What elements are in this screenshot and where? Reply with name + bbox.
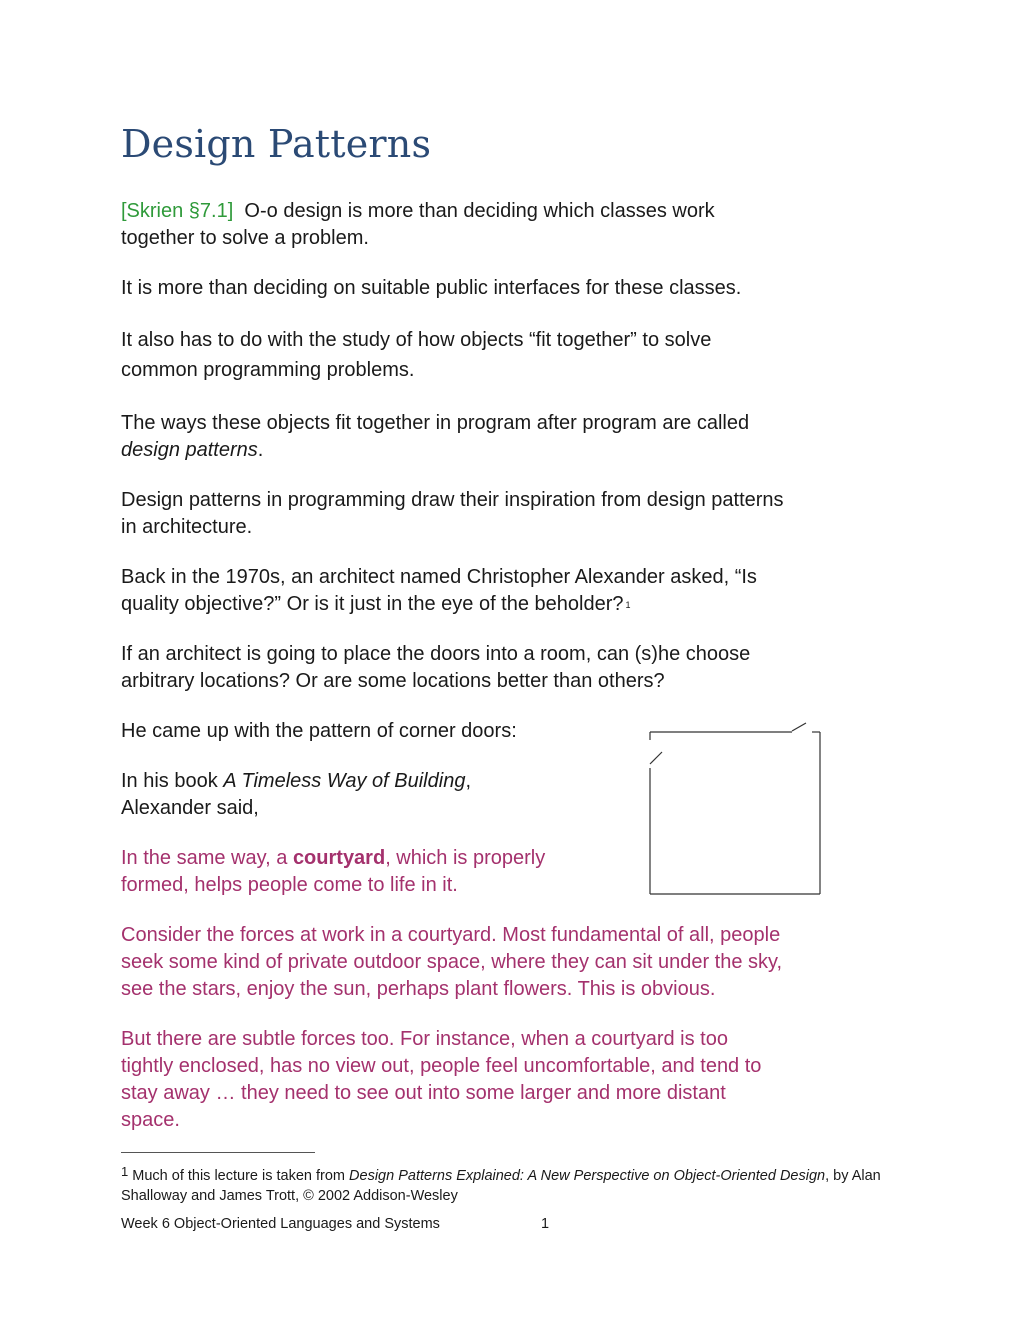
- footer-page-number: 1: [541, 1216, 550, 1232]
- book-title: A Timeless Way of Building: [223, 770, 466, 792]
- paragraph-called-design-patterns: [121, 410, 749, 464]
- footnote: [121, 1162, 901, 1206]
- paragraph-fit-together: [121, 325, 711, 385]
- intro-text-b: together to solve a problem.: [121, 227, 369, 249]
- book-intro-before: In his book: [121, 770, 224, 792]
- subtle-line3: stay away … they need to see out into some larger and more distant: [121, 1082, 726, 1104]
- book-intro-line2: Alexander said,: [121, 797, 259, 819]
- paragraph-interfaces: It is more than deciding on suitable public interfaces for these classes.: [121, 277, 742, 299]
- called-line1: The ways these objects fit together in program after program are called: [121, 412, 750, 434]
- fit-together-line1: It also has to do with the study of how objects “fit together” to solve: [121, 329, 712, 351]
- footnote-number: 1: [121, 1164, 129, 1179]
- footnote-reference[interactable]: 1: [625, 600, 631, 610]
- paragraph-corner-doors: He came up with the pattern of corner doors:: [121, 720, 517, 742]
- question-line2: quality objective?” Or is it just in the eye of the beholder?: [121, 593, 624, 615]
- subtle-line4: space.: [121, 1109, 180, 1131]
- forces-line1: Consider the forces at work in a courtyard. Most fundamental of all, people: [121, 924, 781, 946]
- quote-courtyard: [121, 845, 545, 899]
- footnote-text-a: Much of this lecture is taken from: [128, 1168, 350, 1184]
- forces-line3: see the stars, enjoy the sun, perhaps plant flowers. This is obvious.: [121, 978, 716, 1000]
- fit-together-line2: common programming problems.: [121, 359, 415, 381]
- intro-paragraph: [121, 198, 715, 252]
- paragraph-architecture: [121, 487, 784, 541]
- architecture-line1: Design patterns in programming draw their inspiration from design patterns: [121, 489, 784, 511]
- quote-forces: [121, 922, 782, 1003]
- citation: [Skrien §7.1]: [121, 200, 234, 222]
- footer-course: Week 6 Object-Oriented Languages and Systems: [121, 1216, 440, 1232]
- top-door-swing: [792, 723, 806, 731]
- design-patterns-term: design patterns: [121, 439, 258, 461]
- corner-doors-diagram: [640, 714, 840, 904]
- paragraph-doors: [121, 641, 750, 695]
- courtyard-line2: formed, helps people come to life in it.: [121, 874, 458, 896]
- subtle-line1: But there are subtle forces too. For instance, when a courtyard is too: [121, 1028, 728, 1050]
- book-intro-after: ,: [465, 770, 471, 792]
- forces-line2: seek some kind of private outdoor space, where they can sit under the sky,: [121, 951, 783, 973]
- architecture-line2: in architecture.: [121, 516, 253, 538]
- quote-subtle-forces: [121, 1026, 761, 1134]
- subtle-line2: tightly enclosed, has no view out, people feel uncomfortable, and tend to: [121, 1055, 762, 1077]
- courtyard-term: courtyard: [292, 847, 386, 869]
- left-door-swing: [650, 752, 662, 764]
- footnote-book: Design Patterns Explained: A New Perspective on Object-Oriented Design: [349, 1168, 826, 1184]
- footnote-text-b: , by Alan Shalloway and James Trott, © 2002 Addison-Wesley: [121, 1168, 881, 1204]
- doors-line1: If an architect is going to place the doors into a room, can (s)he choose: [121, 643, 751, 665]
- doors-line2: arbitrary locations? Or are some locations better than others?: [121, 670, 665, 692]
- courtyard-before: In the same way, a: [121, 847, 293, 869]
- question-line1: Back in the 1970s, an architect named Christopher Alexander asked, “Is: [121, 566, 757, 588]
- paragraph-alexander-question: [121, 564, 757, 619]
- intro-text-a: O-o design is more than deciding which classes work: [244, 200, 715, 222]
- footnote-separator: [121, 1152, 315, 1153]
- courtyard-after: , which is properly: [385, 847, 546, 869]
- page-title: Design Patterns: [121, 122, 432, 166]
- paragraph-book-intro: [121, 768, 471, 822]
- called-end: .: [257, 439, 264, 461]
